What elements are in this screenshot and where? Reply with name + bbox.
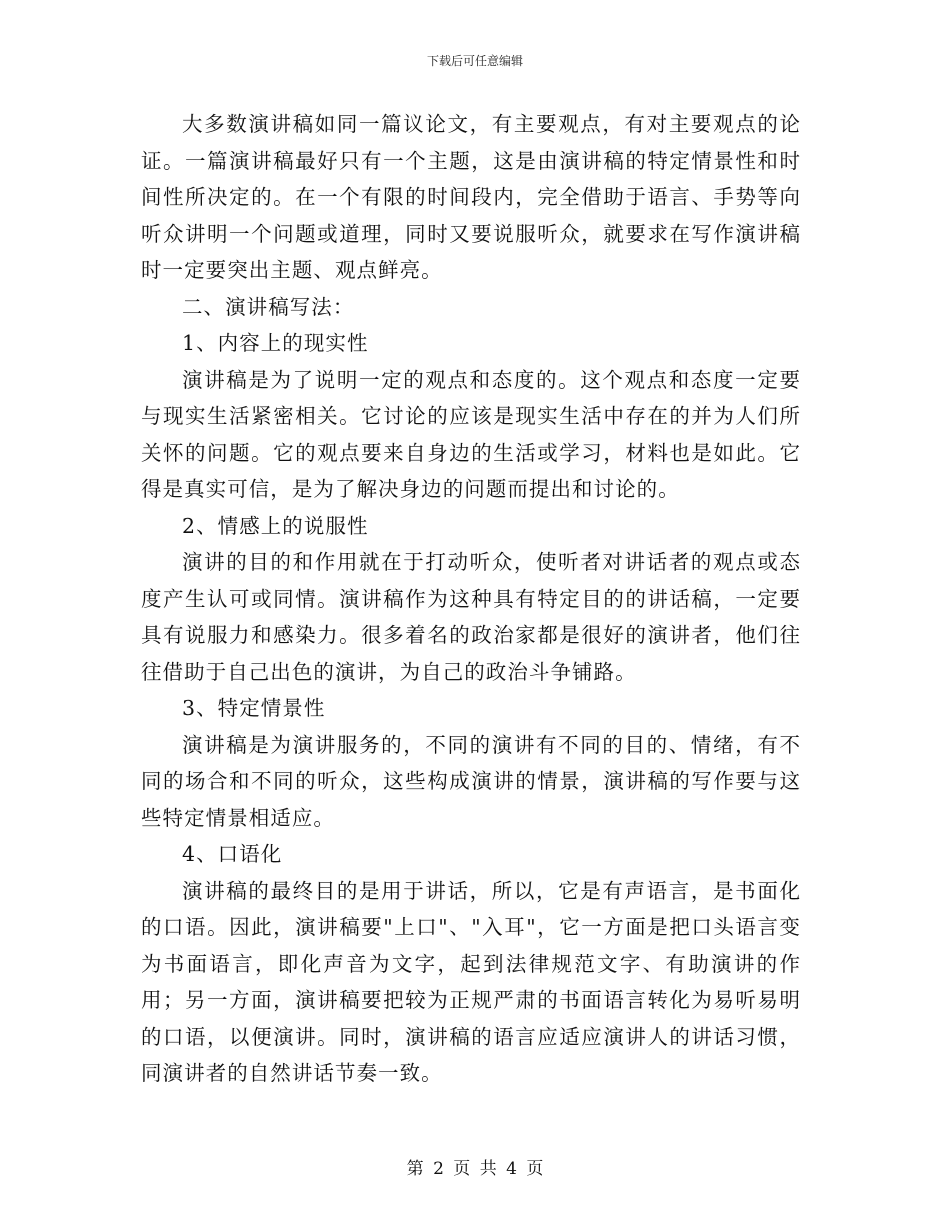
subheading-situational: 3、特定情景性 [182, 696, 326, 720]
section-heading-writing-method: 二、演讲稿写法： [182, 294, 355, 319]
paragraph-realism: 演讲稿是为了说明一定的观点和态度的。这个观点和态度一定要与现实生活紧密相关。它讨论的应该是现实生活中存在的并为人们所关怀的问题。它的观点要来自身边的生活或学习，材料也是如此。它得是真实可信，是为了解决身边的问题而提出和讨论的。 [141, 367, 801, 501]
subheading-realism: 1、内容上的现实性 [182, 331, 369, 355]
document-body [141, 106, 801, 1092]
paragraph-situational: 演讲稿是为演讲服务的，不同的演讲有不同的目的、情绪，有不同的场合和不同的听众，这些构成演讲的情景，演讲稿的写作要与这些特定情景相适应。 [141, 732, 801, 830]
subheading-colloquial: 4、口语化 [182, 842, 283, 866]
paragraph-colloquial: 演讲稿的最终目的是用于讲话，所以，它是有声语言，是书面化的口语。因此，演讲稿要"上口"、"入耳"，它一方面是把口头语言变为书面语言，即化声音为文字，起到法律规范文字、有助演讲的作用；另一方面，演讲稿要把较为正规严肃的书面语言转化为易听易明的口语，以便演讲。同时，演讲稿的语言应适应演讲人的讲话习惯，同演讲者的自然讲话节奏一致。 [141, 878, 801, 1085]
header-note: 下载后可任意编辑 [426, 54, 523, 68]
paragraph-intro: 大多数演讲稿如同一篇议论文，有主要观点，有对主要观点的论证。一篇演讲稿最好只有一个主题，这是由演讲稿的特定情景性和时间性所决定的。在一个有限的时间段内，完全借助于语言、手势等向听众讲明一个问题或道理，同时又要说服听众，就要求在写作演讲稿时一定要突出主题、观点鲜亮。 [141, 112, 801, 282]
subheading-persuasiveness: 2、情感上的说服性 [182, 513, 369, 538]
page-footer: 第 2 页 共 4 页 [406, 1159, 544, 1179]
paragraph-persuasiveness: 演讲的目的和作用就在于打动听众，使听者对讲话者的观点或态度产生认可或同情。演讲稿作为这种具有特定目的的讲话稿，一定要具有说服力和感染力。很多着名的政治家都是很好的演讲者，他们往往借助于自己出色的演讲，为自己的政治斗争铺路。 [141, 550, 801, 684]
